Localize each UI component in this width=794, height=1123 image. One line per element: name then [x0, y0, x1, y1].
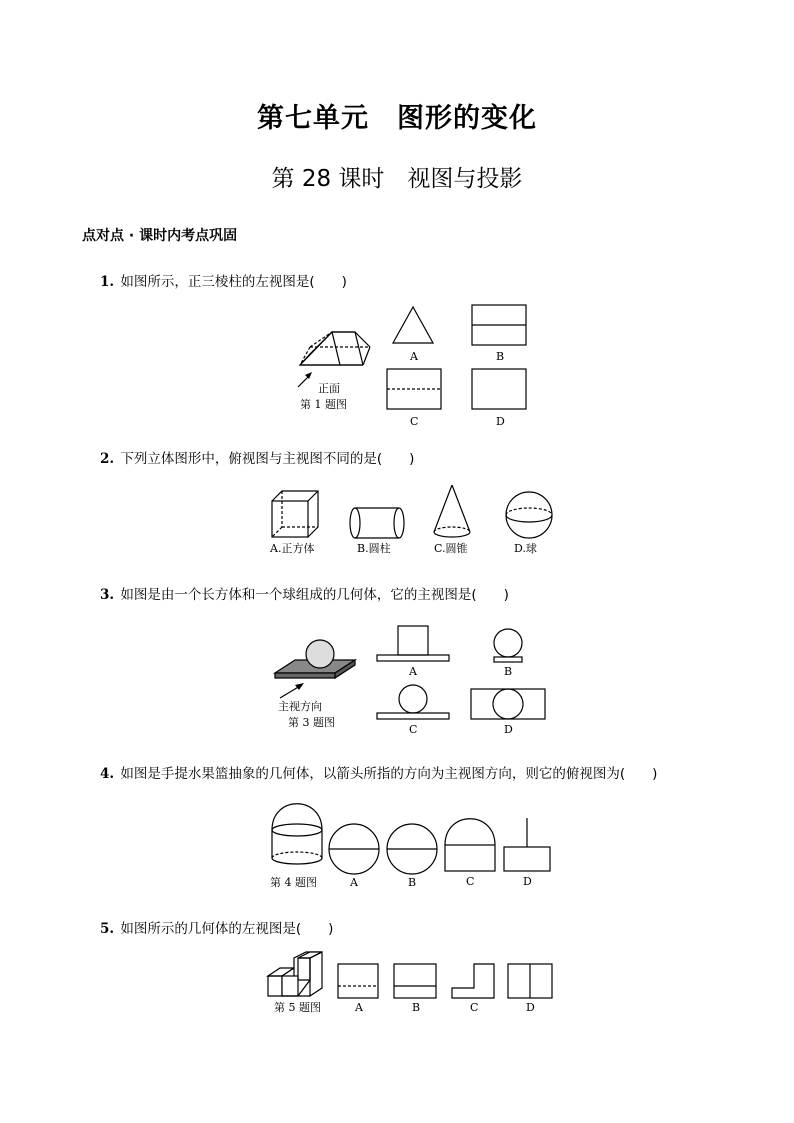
- figure-5: [262, 948, 562, 1020]
- front-label: 正面: [318, 382, 340, 395]
- sphere-shape: [506, 492, 552, 538]
- question-text: 下列立体图形中，俯视图与主视图不同的是( ): [120, 451, 415, 467]
- figure-caption: 第 3 题图: [288, 716, 335, 729]
- fruit-basket-shape: [272, 804, 322, 864]
- question-2: [100, 447, 414, 467]
- box-and-ball: [275, 640, 355, 678]
- step-solid: [268, 952, 322, 996]
- option-c-shape: [445, 819, 495, 871]
- question-5: [100, 917, 333, 937]
- option-b-shape: [394, 964, 436, 998]
- page-title: 第七单元 图形的变化: [257, 103, 537, 134]
- option-b-label: B: [412, 1001, 421, 1014]
- question-number: 5.: [100, 921, 115, 937]
- figure-2: [262, 485, 562, 565]
- option-b-label: B: [408, 876, 417, 889]
- cube-shape: [272, 491, 318, 537]
- question-number: 2.: [100, 451, 115, 467]
- question-text: 如图所示，正三棱柱的左视图是( ): [120, 274, 347, 290]
- option-a-shape: [338, 964, 378, 998]
- option-b-label: B.圆柱: [357, 542, 391, 555]
- option-d-label: D: [526, 1001, 535, 1014]
- option-d-shape: [508, 964, 552, 998]
- question-number: 3.: [100, 587, 115, 603]
- option-a-label: A: [409, 665, 417, 678]
- option-a-shape: [377, 626, 449, 661]
- triangular-prism: [300, 332, 370, 365]
- option-a-shape: [329, 824, 379, 874]
- option-c-label: C: [410, 415, 419, 428]
- question-text: 如图是手提水果篮抽象的几何体，以箭头所指的方向为主视图方向，则它的俯视图为( ): [120, 766, 658, 782]
- option-a-label: A: [355, 1001, 363, 1014]
- option-d-shape: [471, 689, 545, 719]
- figure-1: [280, 295, 560, 435]
- direction-label: 主视方向: [278, 700, 322, 713]
- question-4: [100, 762, 657, 782]
- cylinder-shape: [350, 508, 404, 538]
- option-a-triangle: [393, 307, 433, 343]
- option-c-label: C.圆锥: [434, 542, 468, 555]
- question-3: [100, 583, 509, 603]
- option-b-shape: [494, 629, 522, 662]
- option-c-shape: [452, 964, 494, 998]
- option-d-label: D: [504, 723, 513, 733]
- option-c-shape: [377, 685, 449, 719]
- cone-shape: [434, 485, 470, 537]
- option-b-label: B: [504, 665, 513, 678]
- option-b-shape: [387, 824, 437, 874]
- question-1: [100, 270, 347, 290]
- option-d-rect: [472, 369, 526, 409]
- figure-caption: 第 1 题图: [300, 398, 347, 411]
- option-a-label: A: [410, 350, 418, 363]
- question-number: 1.: [100, 274, 115, 290]
- option-a-label: A: [350, 876, 358, 889]
- option-b-label: B: [496, 350, 505, 363]
- section-heading: 点对点 · 课时内考点巩固: [82, 228, 238, 244]
- arrow-icon: [295, 683, 304, 690]
- question-number: 4.: [100, 766, 115, 782]
- figure-caption: 第 5 题图: [274, 1001, 321, 1014]
- figure-caption: 第 4 题图: [270, 876, 317, 889]
- option-d-label: D.球: [514, 542, 537, 555]
- option-a-label: A.正方体: [270, 542, 315, 555]
- arrow-line: [280, 686, 300, 698]
- option-d-shape: [504, 818, 550, 871]
- question-text: 如图所示的几何体的左视图是( ): [120, 921, 334, 937]
- option-d-label: D: [496, 415, 505, 428]
- option-d-label: D: [523, 875, 532, 888]
- option-c-label: C: [470, 1001, 479, 1014]
- question-text: 如图是由一个长方体和一个球组成的几何体，它的主视图是( ): [120, 587, 509, 603]
- figure-3: [270, 618, 560, 733]
- lesson-subtitle: 第 28 课时 视图与投影: [271, 166, 523, 192]
- option-c-label: C: [409, 723, 418, 733]
- figure-4: [262, 800, 562, 895]
- option-c-label: C: [466, 875, 475, 888]
- arrow-icon: [305, 372, 312, 379]
